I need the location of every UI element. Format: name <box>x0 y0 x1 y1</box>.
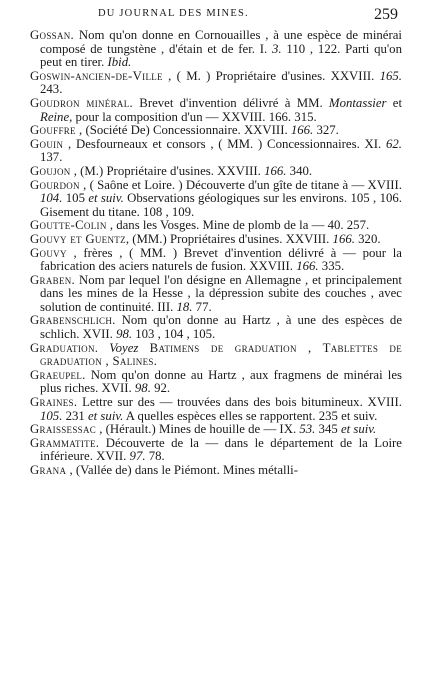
page-header <box>0 6 422 26</box>
entry-italic: Montassier <box>328 95 387 110</box>
entry-headword: Graines. <box>30 395 78 410</box>
index-entry <box>30 165 402 179</box>
entry-headword: Graissessac <box>30 422 97 437</box>
entry-text: Nom qu'on donne au Hartz , aux fragmens de minérai les plus riches. XVII. <box>40 367 402 396</box>
index-entry <box>30 314 402 341</box>
entry-text: , (Vallée de) dans le Piémont. Mines métalli- <box>66 463 298 477</box>
entry-italic: Reine <box>40 109 70 124</box>
entry-text: 320. <box>354 231 381 246</box>
entry-text: Nom qu'on donne au Hartz , à une des espèces de schlich. XVII. <box>40 313 402 342</box>
entry-text: 103 , 104 , 105. <box>132 327 216 342</box>
index-entry <box>30 233 402 247</box>
entry-headword: Graeupel. <box>30 367 86 382</box>
entry-text: Nom par lequel l'on désigne en Allemagne , et principalement dans les mines de la Hesse , la dépression subite des couches , avec solution de continuité. III. <box>40 272 402 314</box>
entry-headword: Grabenschlich. <box>30 313 116 328</box>
entry-text: Batimens de graduation , Tablettes de graduation , Salines. <box>40 340 403 369</box>
entry-text: Découverte de la — dans le département de la Loire inférieure. XVII. <box>40 435 402 464</box>
index-entry <box>30 274 402 315</box>
entry-text: 335. <box>318 259 345 274</box>
entry-headword: Gouvy et Guentz <box>30 231 126 246</box>
entry-text: , ( M. ) Propriétaire d'usines. XXVIII. <box>162 68 380 83</box>
entry-headword: Gouin <box>30 136 64 151</box>
entry-text: , Desfourneaux et consors , ( MM. ) Concessionnaires. XI. <box>63 136 386 151</box>
running-title: DU JOURNAL DES MINES. <box>98 8 249 19</box>
entry-headword: Goudron minéral. <box>30 95 134 110</box>
entry-text: et <box>386 95 403 110</box>
entry-text: Brevet d'invention délivré à MM. <box>133 95 329 110</box>
entry-headword: Gourdon <box>30 177 80 192</box>
entry-text: 327. <box>313 123 339 138</box>
entry-text: Nom qu'on donne en Cornouailles , à une espèce de minérai composé de tungstène , d'étain et de fer. I. <box>40 28 402 56</box>
index-entry <box>30 97 402 124</box>
entry-italic: 98. <box>134 381 151 396</box>
index-entry <box>30 124 402 138</box>
entry-text: , ( Saône et Loire. ) Découverte d'un gîte de titane à — XVIII. <box>79 177 402 192</box>
entry-text: 340. <box>286 163 313 178</box>
entry-headword: Gouvy <box>30 245 67 260</box>
entry-text: Lettre sur des — trouvées dans des bois bitumineux. XVIII. <box>77 395 402 410</box>
entry-text: 110 , 122. Parti qu'on peut en tirer. <box>40 41 402 70</box>
entry-italic: 166. <box>296 259 319 274</box>
entry-italic: 98. <box>116 327 133 342</box>
entry-italic: Voyez <box>109 340 139 355</box>
entry-text <box>98 341 109 355</box>
page-number: 259 <box>374 6 398 23</box>
entry-italic: et suiv. <box>88 191 124 206</box>
entry-italic: 18. <box>176 299 193 314</box>
entry-text: 345 <box>315 422 341 437</box>
entry-text: , frères , ( MM. ) Brevet d'invention délivré à — pour la fabrication des aciers naturels de fusion. XXVIII. <box>40 245 402 274</box>
entry-italic: 3. <box>272 41 282 56</box>
entry-headword: Graben. <box>30 272 76 287</box>
entry-text: , (M.) Propriétaire d'usines. XXVIII. <box>70 163 265 178</box>
entry-italic: 104. <box>40 191 63 206</box>
index-entry <box>30 70 402 97</box>
entry-headword: Grana <box>30 463 67 477</box>
entry-text: , (Société De) Concessionnaire. XXVIII. <box>75 123 291 138</box>
entry-italic: 62. <box>386 136 402 151</box>
entry-text: 231 <box>62 408 88 423</box>
entry-text: , dans les Vosges. Mine de plomb de la — 40. 257. <box>106 218 370 233</box>
entry-text: , (MM.) Propriétaires d'usines. XXVIII. <box>125 231 333 246</box>
entry-italic: 166. <box>290 123 314 138</box>
entry-italic: 165. <box>379 68 402 83</box>
entry-text: , (Hérault.) Mines de houille de — IX. <box>96 422 300 437</box>
index-entry <box>30 179 402 220</box>
entry-italic: 166. <box>264 163 287 178</box>
index-entry <box>30 342 402 369</box>
index-entry <box>30 138 402 165</box>
entry-text: 137. <box>40 150 63 165</box>
entry-italic: et suiv. <box>340 422 377 437</box>
entry-italic: 166. <box>332 231 355 246</box>
entry-italic: Ibid. <box>107 55 132 70</box>
entry-italic: 53. <box>299 422 316 437</box>
entry-headword: Goujon <box>30 163 71 178</box>
entry-headword: Gouffre <box>30 123 76 138</box>
entry-text: , pour la composition d'un — XXVIII. 166. 315. <box>69 109 317 124</box>
index-entry <box>30 369 402 396</box>
entry-headword: Grammatite. <box>30 435 100 450</box>
entry-text: 77. <box>192 299 212 314</box>
index-entries <box>30 29 402 478</box>
entry-italic: 105. <box>40 408 63 423</box>
index-entry <box>30 423 402 437</box>
entry-headword: Goutte-Colin <box>30 218 107 233</box>
index-entry <box>30 437 402 464</box>
index-entry <box>30 464 402 478</box>
entry-italic: 97. <box>129 449 146 464</box>
index-entry <box>30 396 402 423</box>
entry-text: Observations géologiques sur les environs. 105 , 106. Gisement du titane. 108 , 109. <box>40 191 402 219</box>
entry-headword: Gossan. <box>30 28 75 42</box>
index-entry <box>30 219 402 233</box>
entry-headword: Goswin-ancien-de-Ville <box>30 68 163 83</box>
entry-headword: Graduation. <box>30 340 99 355</box>
entry-text: 78. <box>145 449 165 464</box>
entry-text: 243. <box>40 82 63 97</box>
entry-text: 105 <box>62 191 89 206</box>
entry-italic: et suiv. <box>88 408 124 423</box>
index-entry <box>30 247 402 274</box>
entry-text: 92. <box>150 381 171 396</box>
entry-text: A quelles espèces elles se rapportent. 235 et suiv. <box>123 408 378 423</box>
index-entry <box>30 29 402 70</box>
